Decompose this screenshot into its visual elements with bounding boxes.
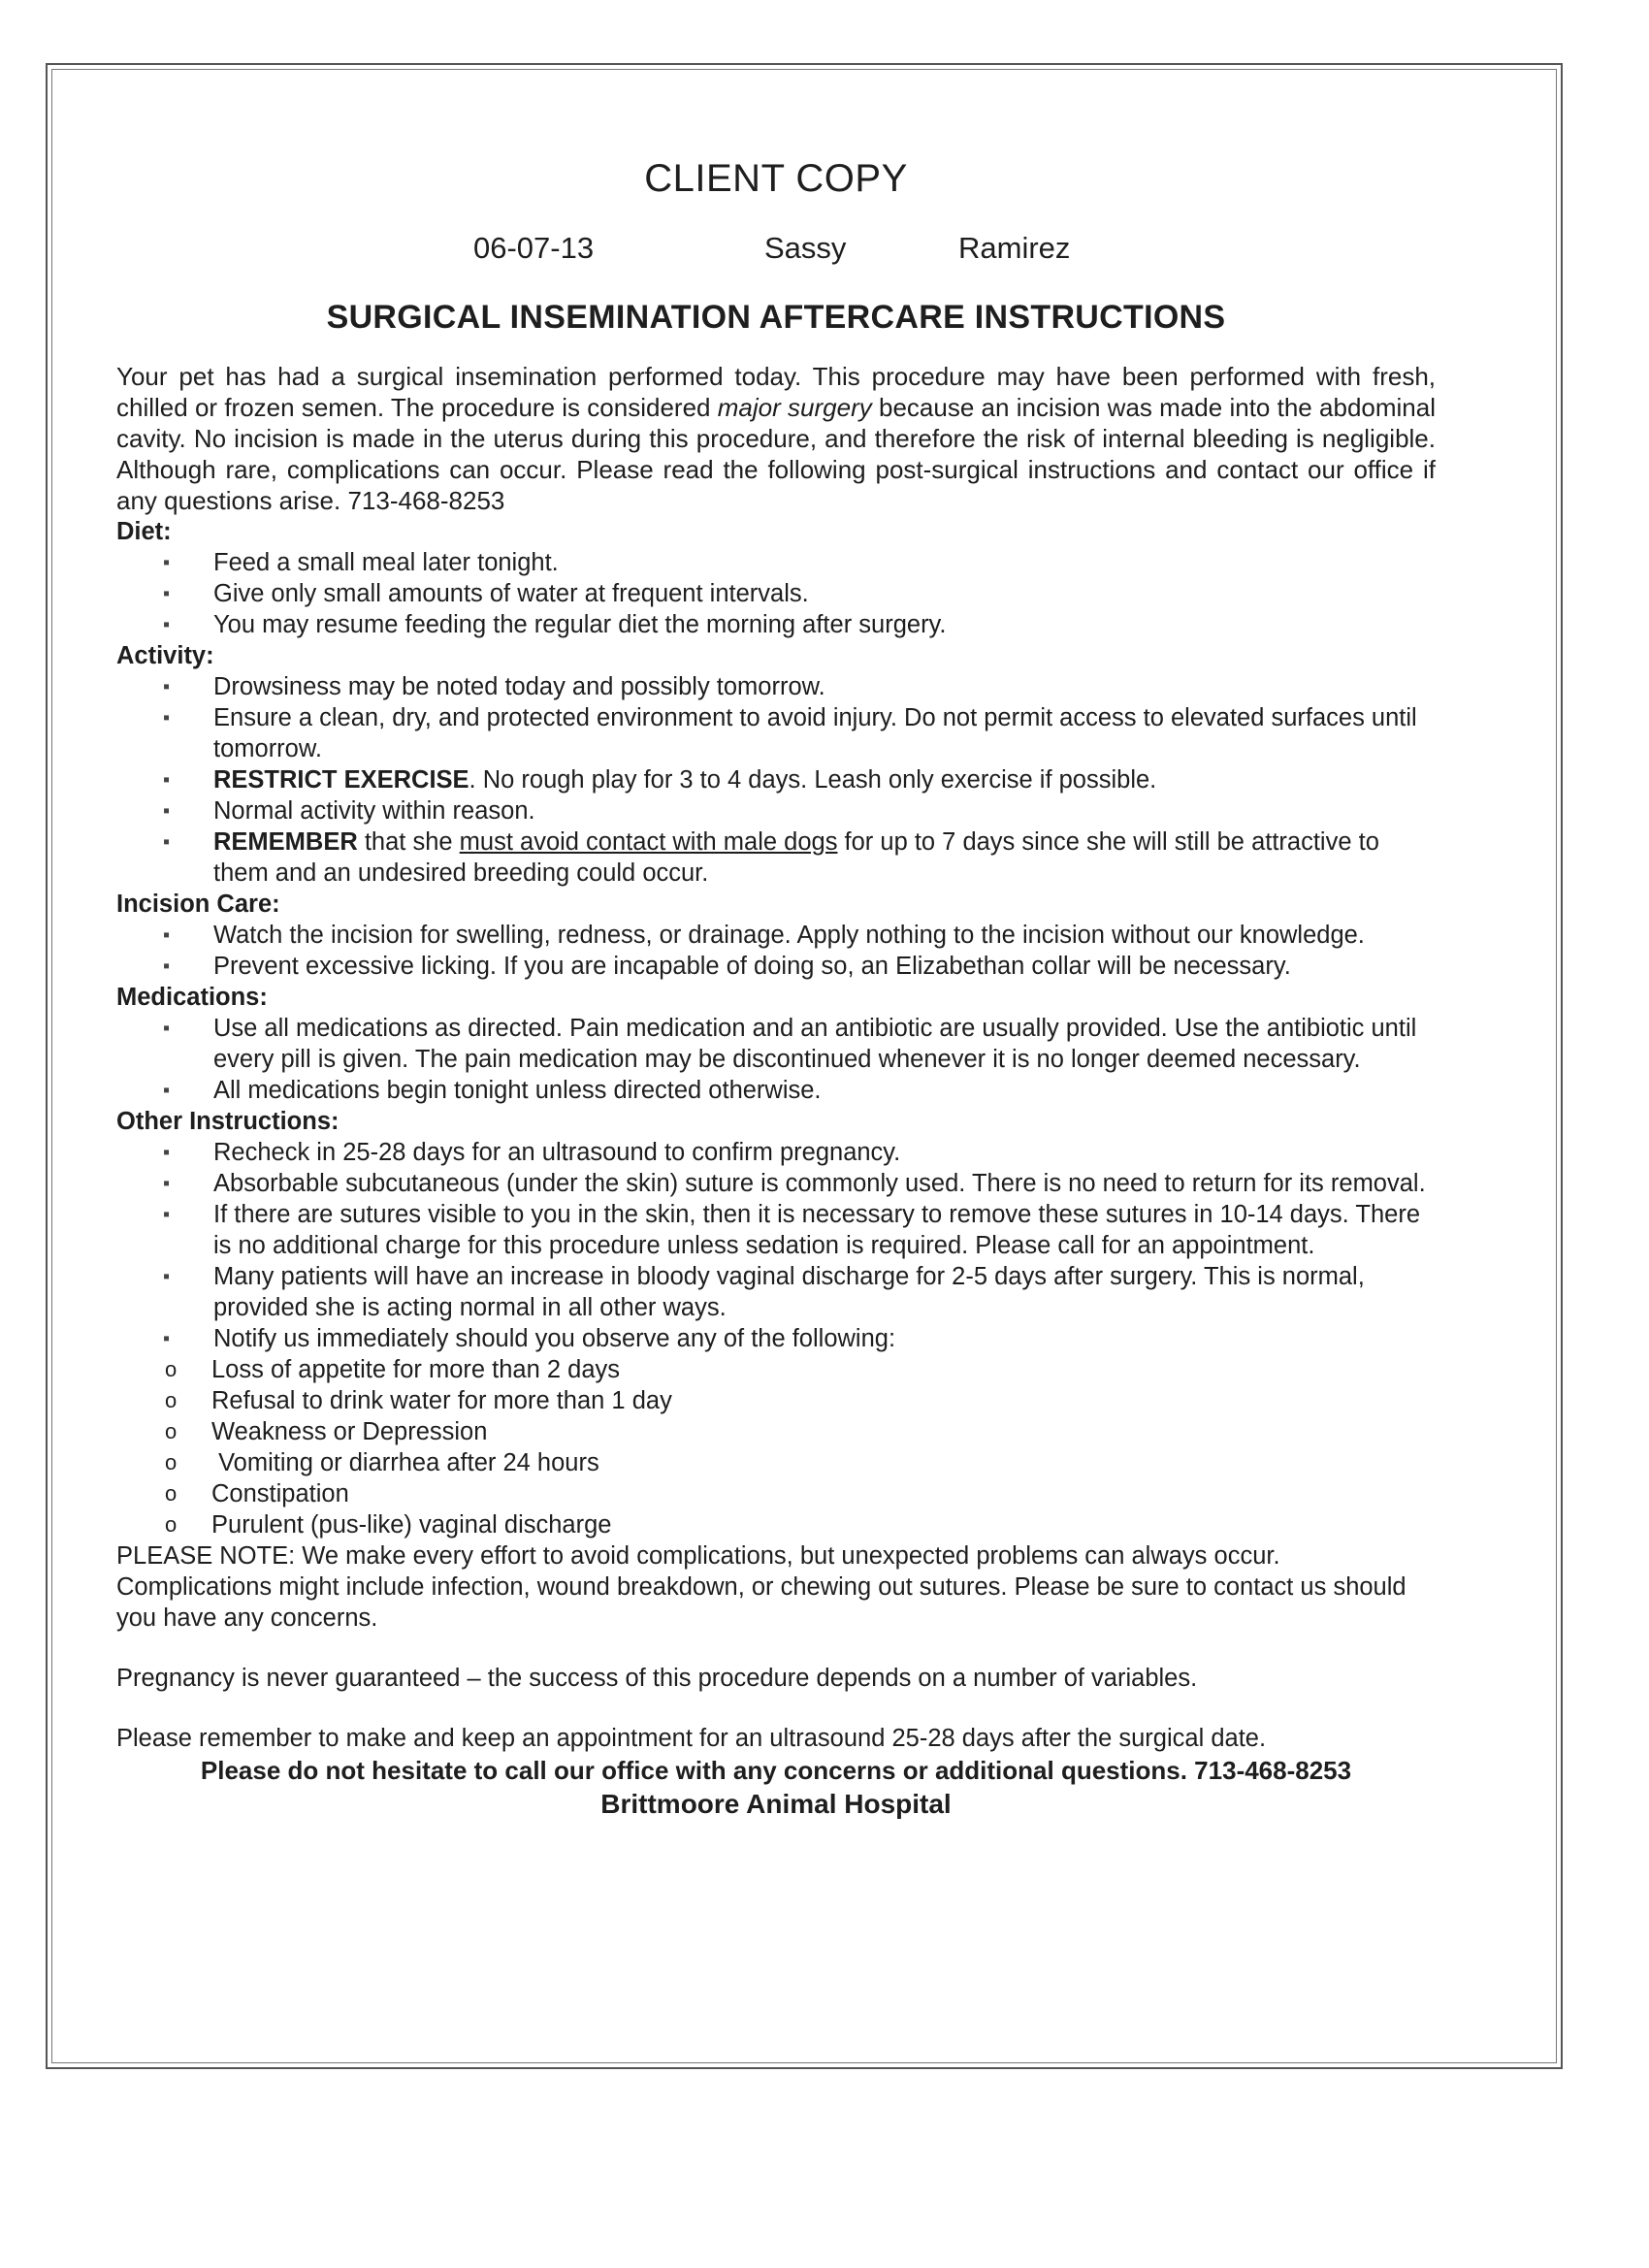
medications-heading: Medications:	[116, 984, 268, 1011]
list-item: ▪ Prevent excessive licking. If you are incapable of doing so, an Elizabethan collar will be necessary.	[213, 951, 1436, 982]
remember-underlined: must avoid contact with male dogs	[459, 828, 838, 856]
list-item: ▪ Many patients will have an increase in bloody vaginal discharge for 2-5 days after surgery. This is normal, provided she is acting normal in all other ways.	[213, 1261, 1436, 1323]
list-item: ▪ You may resume feeding the regular diet the morning after surgery.	[213, 609, 1436, 640]
document-title: SURGICAL INSEMINATION AFTERCARE INSTRUCTIONS	[326, 299, 1226, 336]
remember-text-2: for up to 7 days since she will still be attractive to them and an undesired breeding could occur.	[213, 828, 1379, 887]
intro-emphasis: major surgery	[717, 393, 872, 422]
intro-paragraph	[116, 361, 1436, 516]
sub-list-item: o Vomiting or diarrhea after 24 hours	[211, 1447, 1436, 1478]
diet-heading: Diet:	[116, 518, 172, 545]
activity-section	[116, 640, 1436, 889]
ultrasound-reminder: Please remember to make and keep an appointment for an ultrasound 25-28 days after the surgical date.	[116, 1725, 1267, 1752]
owner-name: Ramirez	[958, 231, 1071, 265]
remember-label: REMEMBER	[213, 828, 358, 856]
incision-list	[116, 920, 1436, 982]
sub-list-item: o Weakness or Depression	[211, 1416, 1436, 1447]
list-item: ▪ Normal activity within reason.	[213, 795, 1436, 826]
medications-section	[116, 982, 1436, 1106]
list-item: ▪ Use all medications as directed. Pain medication and an antibiotic are usually provided. Use the antibiotic until every pill is given. The pain medication may be discontinued whenever it is no longer deemed necessary.	[213, 1013, 1436, 1075]
restrict-exercise-label: RESTRICT EXERCISE	[213, 766, 469, 794]
other-section	[116, 1106, 1436, 1540]
sub-list-item: o Purulent (pus-like) vaginal discharge	[211, 1509, 1436, 1540]
list-item	[213, 826, 1436, 889]
medications-list	[116, 1013, 1436, 1106]
diet-section	[116, 516, 1436, 640]
list-item: ▪ All medications begin tonight unless directed otherwise.	[213, 1075, 1436, 1106]
list-item: ▪ Watch the incision for swelling, redness, or drainage. Apply nothing to the incision without our knowledge.	[213, 920, 1436, 951]
list-item: ▪ Absorbable subcutaneous (under the skin) suture is commonly used. There is no need to return for its removal.	[213, 1168, 1436, 1199]
list-item: ▪ Recheck in 25-28 days for an ultrasound to confirm pregnancy.	[213, 1137, 1436, 1168]
list-item: ▪ Ensure a clean, dry, and protected environment to avoid injury. Do not permit access to elevated surfaces until tomorrow.	[213, 702, 1436, 764]
sub-list-item: o Constipation	[211, 1478, 1436, 1509]
list-item	[213, 764, 1436, 795]
hospital-name: Brittmoore Animal Hospital	[600, 1789, 952, 1819]
please-note-paragraph: PLEASE NOTE: We make every effort to avoid complications, but unexpected problems can always occur. Complications might include infection, wound breakdown, or chewing out sutures. Please be sure to contact us should you have any concerns.	[116, 1542, 1406, 1632]
restrict-exercise-text: . No rough play for 3 to 4 days. Leash only exercise if possible.	[469, 766, 1157, 794]
incision-heading: Incision Care:	[116, 891, 280, 918]
sub-list-item: o Refusal to drink water for more than 1 day	[211, 1385, 1436, 1416]
remember-text-1: that she	[357, 828, 460, 856]
pregnancy-statement: Pregnancy is never guaranteed – the success of this procedure depends on a number of variables.	[116, 1665, 1198, 1692]
date-value: 06-07-13	[473, 231, 595, 265]
client-copy-heading: CLIENT COPY	[644, 157, 908, 200]
incision-section	[116, 889, 1436, 982]
document-body	[116, 150, 1436, 1822]
intro-text-2: because an incision was made into the abdominal cavity. No incision is made in the uterus during this procedure, and therefore the risk of internal bleeding is negligible. Although rare, complications can occur. Please read the following post-surgical instructions and contact our office if any questions arise. 713-468-8253	[116, 393, 1436, 515]
diet-list	[116, 547, 1436, 640]
list-item: ▪ Notify us immediately should you observe any of the following:	[213, 1323, 1436, 1354]
other-heading: Other Instructions:	[116, 1108, 340, 1135]
list-item: ▪ Give only small amounts of water at frequent intervals.	[213, 578, 1436, 609]
activity-list	[116, 671, 1436, 889]
sub-list-item: o Loss of appetite for more than 2 days	[211, 1354, 1436, 1385]
patient-info-row	[116, 231, 1436, 279]
other-list	[116, 1137, 1436, 1354]
list-item: ▪ Drowsiness may be noted today and possibly tomorrow.	[213, 671, 1436, 702]
activity-heading: Activity:	[116, 642, 214, 669]
intro-text-1: Your pet has had a surgical insemination performed today. This procedure may have been performed with fresh, chilled or frozen semen. The procedure is considered	[116, 362, 1436, 422]
warning-signs-list	[116, 1354, 1436, 1540]
list-item: ▪ If there are sutures visible to you in the skin, then it is necessary to remove these sutures in 10-14 days. There is no additional charge for this procedure unless sedation is required. Please call for an appointment.	[213, 1199, 1436, 1261]
list-item: ▪ Feed a small meal later tonight.	[213, 547, 1436, 578]
pet-name: Sassy	[764, 231, 847, 265]
call-office-line: Please do not hesitate to call our office with any concerns or additional questions. 713-468-8253	[200, 1756, 1352, 1785]
